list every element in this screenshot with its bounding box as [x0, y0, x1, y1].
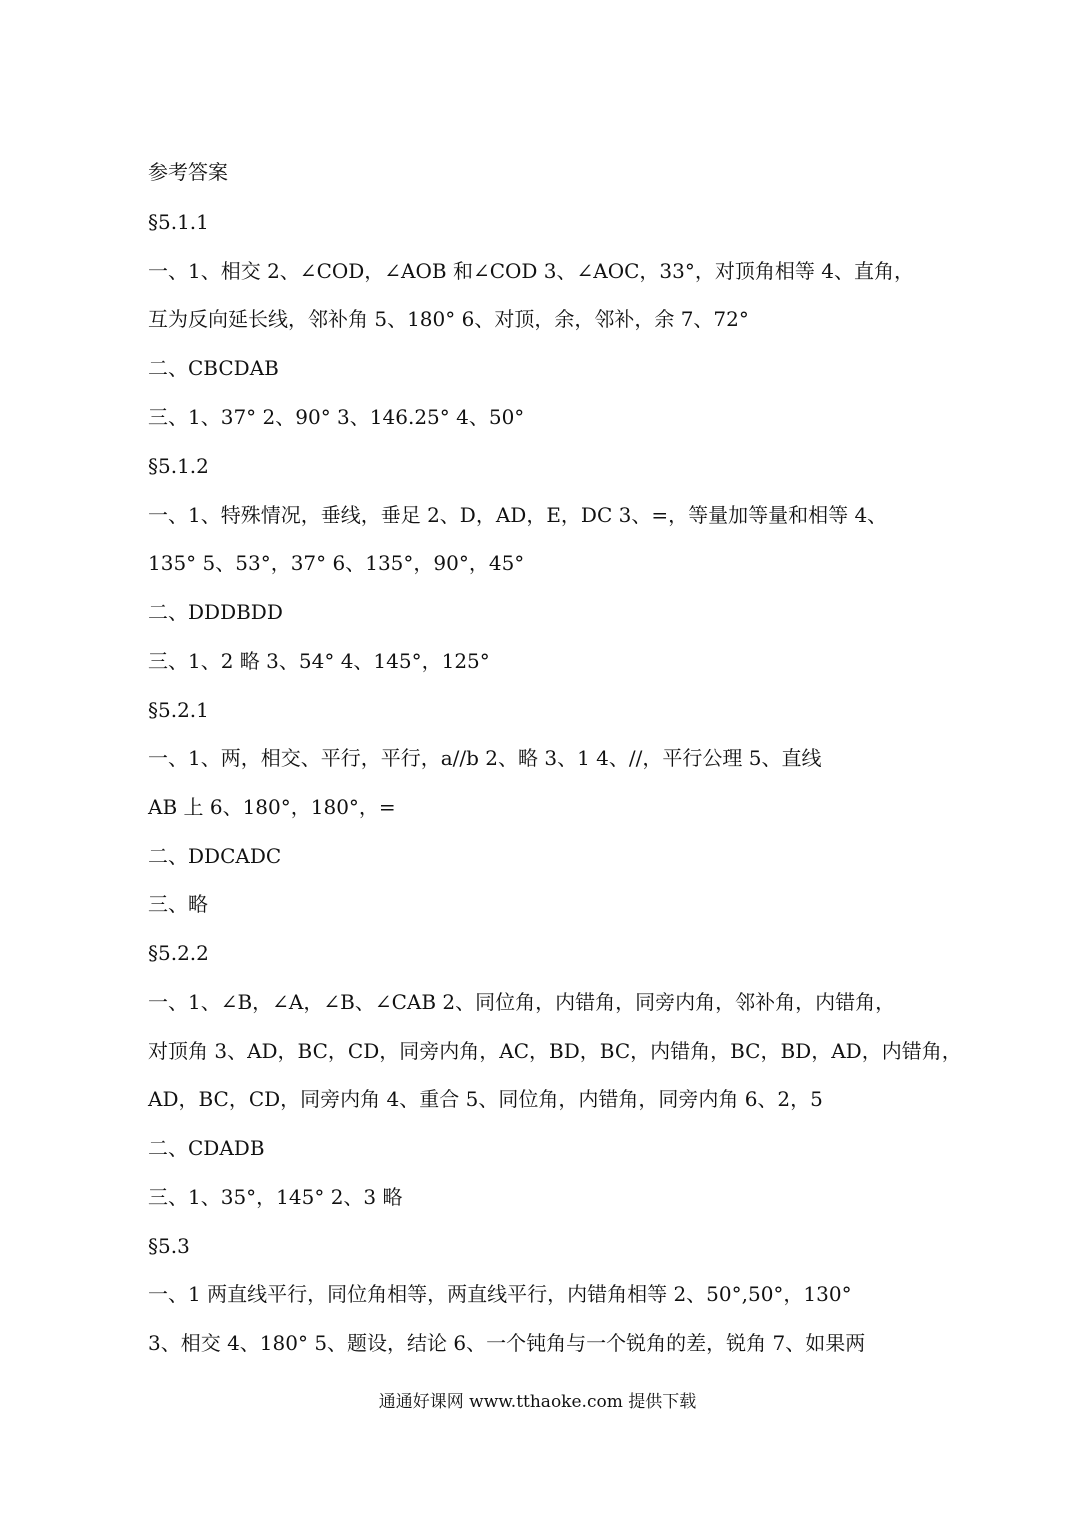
- section-heading: §5.1.2: [148, 454, 209, 478]
- answer-line: AD，BC，CD，同旁内角 4、重合 5、同位角，内错角，同旁内角 6、2，5: [148, 1087, 823, 1111]
- answer-line: 135° 5、53°，37° 6、135°，90°，45°: [148, 551, 525, 575]
- answer-line: 二、CBCDAB: [148, 356, 279, 380]
- answer-line: 3、相交 4、180° 5、题设，结论 6、一个钝角与一个锐角的差，锐角 7、如果两: [148, 1331, 866, 1355]
- answer-line: 三、1、37° 2、90° 3、146.25° 4、50°: [148, 405, 525, 429]
- answer-line: 一、1、∠B，∠A，∠B、∠CAB 2、同位角，内错角，同旁内角，邻补角，内错角，: [148, 990, 896, 1014]
- answer-line: 三、1、2 略 3、54° 4、145°，125°: [148, 649, 490, 673]
- section-heading: §5.1.1: [148, 210, 209, 234]
- answer-line: AB 上 6、180°，180°，=: [148, 795, 396, 819]
- page-footer: 通通好课网 www.tthaoke.com 提供下载: [378, 1392, 697, 1412]
- answer-line: 三、1、35°，145° 2、3 略: [148, 1185, 403, 1209]
- section-heading: §5.3: [148, 1234, 190, 1258]
- answers-title: 参考答案: [148, 160, 228, 184]
- answer-line: 一、1、相交 2、∠COD，∠AOB 和∠COD 3、∠AOC，33°，对顶角相等 4、直角，: [148, 259, 914, 283]
- answer-line: 一、1 两直线平行，同位角相等，两直线平行，内错角相等 2、50°,50°，130°: [148, 1282, 852, 1306]
- answer-line: 二、DDDBDD: [148, 600, 283, 624]
- answer-line: 三、略: [148, 892, 208, 916]
- answer-line: 二、CDADB: [148, 1136, 265, 1160]
- answer-line: 对顶角 3、AD，BC，CD，同旁内角，AC，BD，BC，内错角，BC，BD，AD，内错角，: [148, 1039, 962, 1063]
- answer-line: 二、DDCADC: [148, 844, 282, 868]
- section-heading: §5.2.1: [148, 698, 209, 722]
- answer-line: 互为反向延长线，邻补角 5、180° 6、对顶，余，邻补，余 7、72°: [148, 307, 749, 331]
- answer-line: 一、1、两，相交、平行，平行，a//b 2、略 3、1 4、//，平行公理 5、直线: [148, 746, 822, 770]
- section-heading: §5.2.2: [148, 941, 209, 965]
- answer-line: 一、1、特殊情况，垂线，垂足 2、D，AD，E，DC 3、=，等量加等量和相等 4、: [148, 503, 888, 527]
